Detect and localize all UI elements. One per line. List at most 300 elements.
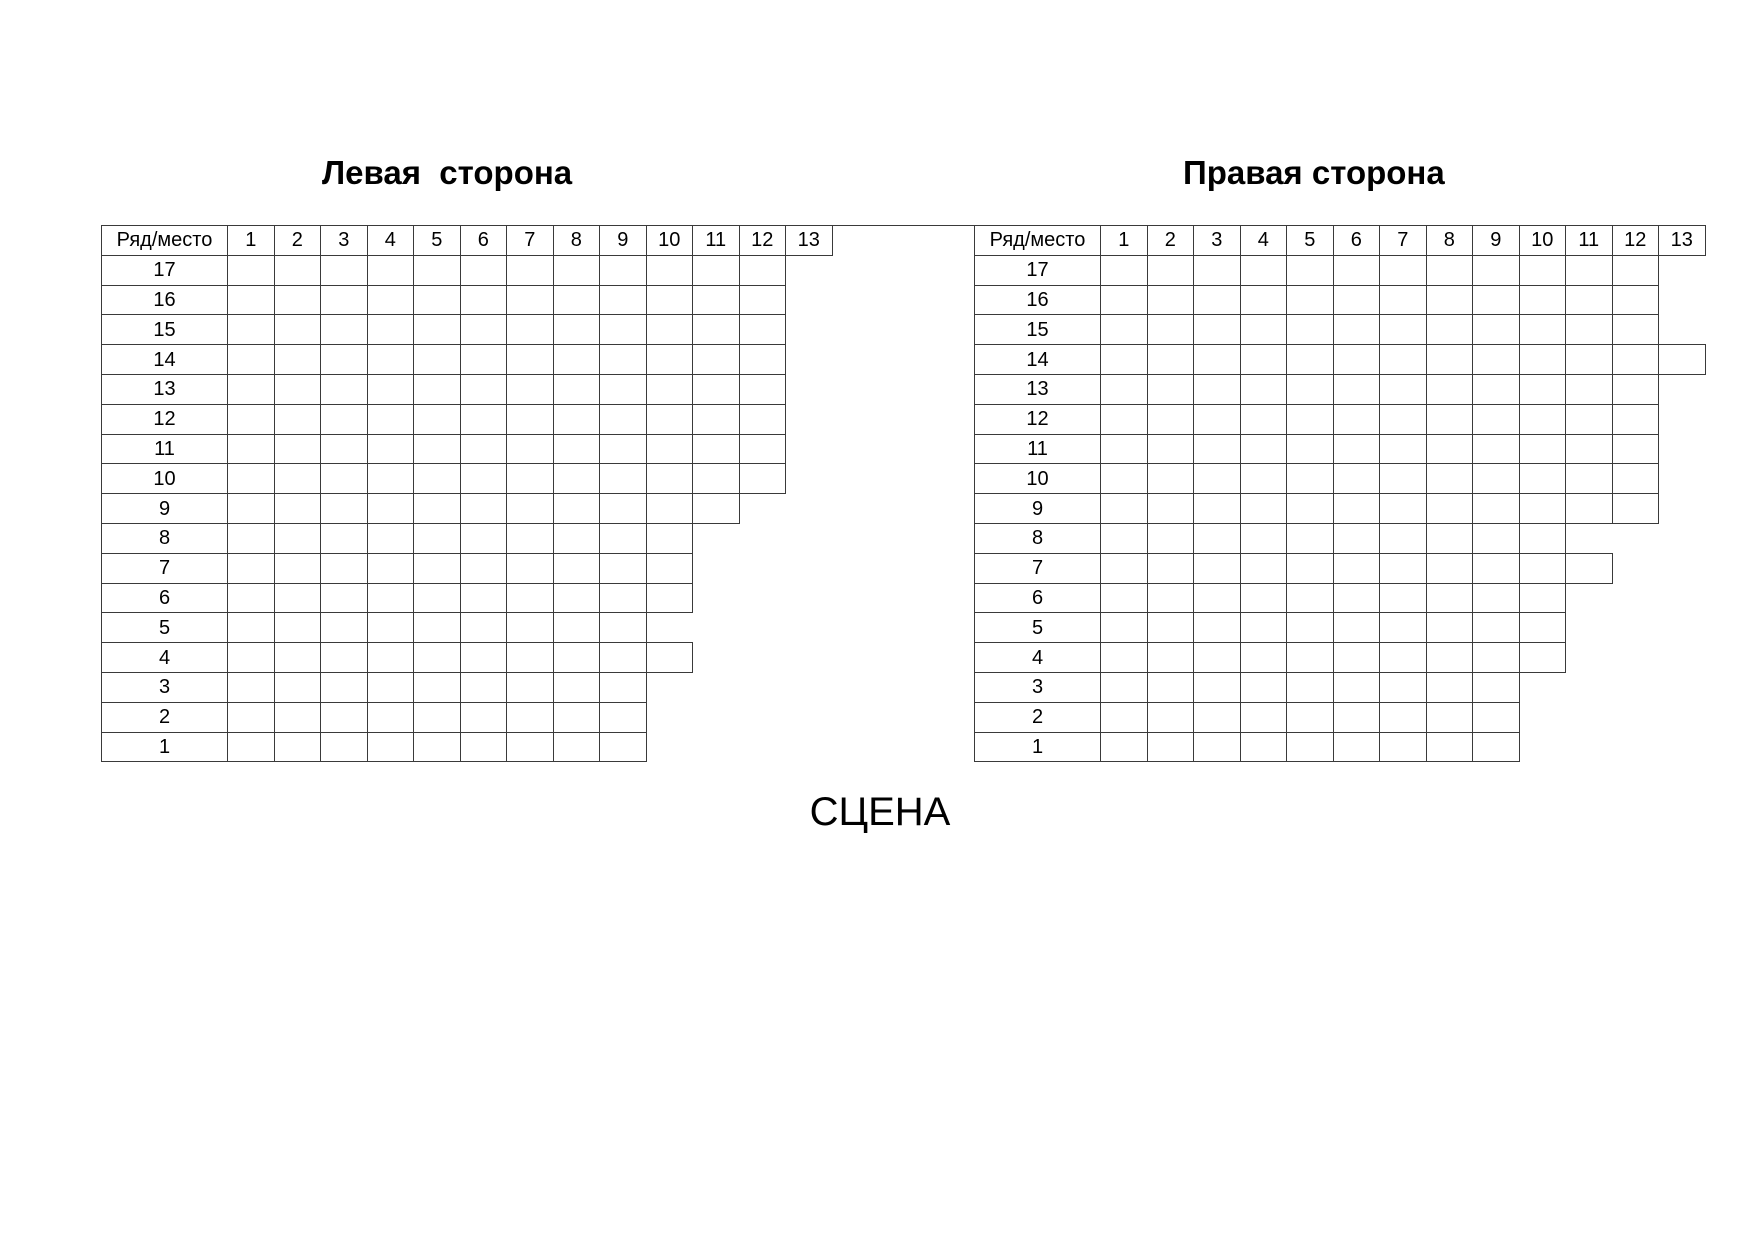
seat-cell[interactable] [1426, 672, 1474, 703]
seat-cell[interactable] [413, 732, 461, 763]
seat-cell[interactable] [227, 553, 275, 584]
seat-cell[interactable] [1333, 732, 1381, 763]
seat-cell[interactable] [1472, 612, 1520, 643]
seat-cell[interactable] [553, 285, 601, 316]
seat-cell[interactable] [320, 404, 368, 435]
seat-cell[interactable] [1472, 255, 1520, 286]
seat-cell[interactable] [1240, 434, 1288, 465]
seat-cell[interactable] [320, 434, 368, 465]
seat-cell[interactable] [320, 642, 368, 673]
seat-cell[interactable] [320, 523, 368, 554]
seat-cell[interactable] [1193, 612, 1241, 643]
seat-cell[interactable] [739, 344, 787, 375]
seat-cell[interactable] [1147, 255, 1195, 286]
seat-cell[interactable] [1379, 404, 1427, 435]
seat-cell[interactable] [1426, 344, 1474, 375]
seat-cell[interactable] [320, 374, 368, 405]
seat-cell[interactable] [1147, 434, 1195, 465]
seat-cell[interactable] [1472, 285, 1520, 316]
seat-cell[interactable] [1379, 523, 1427, 554]
seat-cell[interactable] [1333, 553, 1381, 584]
seat-cell[interactable] [599, 732, 647, 763]
seat-cell[interactable] [227, 344, 275, 375]
seat-cell[interactable] [599, 434, 647, 465]
seat-cell[interactable] [1519, 285, 1567, 316]
seat-cell[interactable] [227, 732, 275, 763]
seat-cell[interactable] [646, 285, 694, 316]
seat-cell[interactable] [646, 493, 694, 524]
seat-cell[interactable] [274, 583, 322, 614]
seat-cell[interactable] [1426, 374, 1474, 405]
seat-cell[interactable] [692, 374, 740, 405]
seat-cell[interactable] [1100, 583, 1148, 614]
seat-cell[interactable] [274, 285, 322, 316]
seat-cell[interactable] [227, 702, 275, 733]
seat-cell[interactable] [227, 255, 275, 286]
seat-cell[interactable] [1240, 285, 1288, 316]
seat-cell[interactable] [1100, 672, 1148, 703]
seat-cell[interactable] [413, 672, 461, 703]
seat-cell[interactable] [227, 642, 275, 673]
seat-cell[interactable] [1286, 583, 1334, 614]
seat-cell[interactable] [599, 314, 647, 345]
seat-cell[interactable] [506, 523, 554, 554]
seat-cell[interactable] [1472, 404, 1520, 435]
seat-cell[interactable] [1426, 404, 1474, 435]
seat-cell[interactable] [413, 255, 461, 286]
seat-cell[interactable] [1286, 285, 1334, 316]
seat-cell[interactable] [553, 553, 601, 584]
seat-cell[interactable] [506, 493, 554, 524]
seat-cell[interactable] [413, 404, 461, 435]
seat-cell[interactable] [646, 523, 694, 554]
seat-cell[interactable] [320, 255, 368, 286]
seat-cell[interactable] [1333, 702, 1381, 733]
seat-cell[interactable] [1379, 702, 1427, 733]
seat-cell[interactable] [1193, 434, 1241, 465]
seat-cell[interactable] [1472, 732, 1520, 763]
seat-cell[interactable] [1565, 344, 1613, 375]
seat-cell[interactable] [1240, 642, 1288, 673]
seat-cell[interactable] [274, 344, 322, 375]
seat-cell[interactable] [413, 523, 461, 554]
seat-cell[interactable] [1286, 732, 1334, 763]
seat-cell[interactable] [553, 463, 601, 494]
seat-cell[interactable] [553, 255, 601, 286]
seat-cell[interactable] [1519, 314, 1567, 345]
seat-cell[interactable] [320, 314, 368, 345]
seat-cell[interactable] [1240, 344, 1288, 375]
seat-cell[interactable] [1333, 493, 1381, 524]
seat-cell[interactable] [1426, 493, 1474, 524]
seat-cell[interactable] [1240, 583, 1288, 614]
seat-cell[interactable] [1426, 255, 1474, 286]
seat-cell[interactable] [1472, 642, 1520, 673]
seat-cell[interactable] [1519, 434, 1567, 465]
seat-cell[interactable] [739, 434, 787, 465]
seat-cell[interactable] [1193, 702, 1241, 733]
seat-cell[interactable] [1333, 344, 1381, 375]
seat-cell[interactable] [599, 255, 647, 286]
seat-cell[interactable] [320, 463, 368, 494]
seat-cell[interactable] [1240, 523, 1288, 554]
seat-cell[interactable] [506, 672, 554, 703]
seat-cell[interactable] [506, 702, 554, 733]
seat-cell[interactable] [367, 404, 415, 435]
seat-cell[interactable] [646, 314, 694, 345]
seat-cell[interactable] [460, 523, 508, 554]
seat-cell[interactable] [1519, 463, 1567, 494]
seat-cell[interactable] [1426, 642, 1474, 673]
seat-cell[interactable] [227, 672, 275, 703]
seat-cell[interactable] [367, 374, 415, 405]
seat-cell[interactable] [1147, 404, 1195, 435]
seat-cell[interactable] [1426, 583, 1474, 614]
seat-cell[interactable] [599, 553, 647, 584]
seat-cell[interactable] [1286, 344, 1334, 375]
seat-cell[interactable] [1240, 255, 1288, 286]
seat-cell[interactable] [1147, 374, 1195, 405]
seat-cell[interactable] [367, 583, 415, 614]
seat-cell[interactable] [506, 374, 554, 405]
seat-cell[interactable] [1333, 374, 1381, 405]
seat-cell[interactable] [413, 583, 461, 614]
seat-cell[interactable] [1472, 493, 1520, 524]
seat-cell[interactable] [1193, 463, 1241, 494]
seat-cell[interactable] [1519, 523, 1567, 554]
seat-cell[interactable] [413, 612, 461, 643]
seat-cell[interactable] [1100, 314, 1148, 345]
seat-cell[interactable] [1100, 374, 1148, 405]
seat-cell[interactable] [367, 642, 415, 673]
seat-cell[interactable] [460, 672, 508, 703]
seat-cell[interactable] [460, 434, 508, 465]
seat-cell[interactable] [1240, 672, 1288, 703]
seat-cell[interactable] [1379, 344, 1427, 375]
seat-cell[interactable] [274, 553, 322, 584]
seat-cell[interactable] [1519, 642, 1567, 673]
seat-cell[interactable] [1286, 523, 1334, 554]
seat-cell[interactable] [1379, 553, 1427, 584]
seat-cell[interactable] [553, 642, 601, 673]
seat-cell[interactable] [1612, 374, 1660, 405]
seat-cell[interactable] [1147, 285, 1195, 316]
seat-cell[interactable] [460, 314, 508, 345]
seat-cell[interactable] [227, 404, 275, 435]
seat-cell[interactable] [367, 493, 415, 524]
seat-cell[interactable] [1333, 255, 1381, 286]
seat-cell[interactable] [320, 583, 368, 614]
seat-cell[interactable] [1147, 493, 1195, 524]
seat-cell[interactable] [1240, 314, 1288, 345]
seat-cell[interactable] [506, 344, 554, 375]
seat-cell[interactable] [320, 553, 368, 584]
seat-cell[interactable] [367, 523, 415, 554]
seat-cell[interactable] [553, 493, 601, 524]
seat-cell[interactable] [413, 374, 461, 405]
seat-cell[interactable] [599, 374, 647, 405]
seat-cell[interactable] [1100, 285, 1148, 316]
seat-cell[interactable] [320, 612, 368, 643]
seat-cell[interactable] [320, 493, 368, 524]
seat-cell[interactable] [1147, 612, 1195, 643]
seat-cell[interactable] [460, 612, 508, 643]
seat-cell[interactable] [413, 344, 461, 375]
seat-cell[interactable] [1333, 583, 1381, 614]
seat-cell[interactable] [1565, 374, 1613, 405]
seat-cell[interactable] [1472, 463, 1520, 494]
seat-cell[interactable] [506, 434, 554, 465]
seat-cell[interactable] [1100, 404, 1148, 435]
seat-cell[interactable] [506, 404, 554, 435]
seat-cell[interactable] [1100, 553, 1148, 584]
seat-cell[interactable] [1519, 255, 1567, 286]
seat-cell[interactable] [413, 434, 461, 465]
seat-cell[interactable] [367, 434, 415, 465]
seat-cell[interactable] [1519, 612, 1567, 643]
seat-cell[interactable] [553, 374, 601, 405]
seat-cell[interactable] [553, 702, 601, 733]
seat-cell[interactable] [1286, 434, 1334, 465]
seat-cell[interactable] [460, 493, 508, 524]
seat-cell[interactable] [320, 672, 368, 703]
seat-cell[interactable] [1472, 523, 1520, 554]
seat-cell[interactable] [1379, 285, 1427, 316]
seat-cell[interactable] [506, 255, 554, 286]
seat-cell[interactable] [1193, 285, 1241, 316]
seat-cell[interactable] [367, 702, 415, 733]
seat-cell[interactable] [1147, 672, 1195, 703]
seat-cell[interactable] [367, 553, 415, 584]
seat-cell[interactable] [274, 434, 322, 465]
seat-cell[interactable] [1426, 612, 1474, 643]
seat-cell[interactable] [739, 463, 787, 494]
seat-cell[interactable] [692, 404, 740, 435]
seat-cell[interactable] [1426, 523, 1474, 554]
seat-cell[interactable] [413, 553, 461, 584]
seat-cell[interactable] [1612, 463, 1660, 494]
seat-cell[interactable] [1100, 612, 1148, 643]
seat-cell[interactable] [1426, 732, 1474, 763]
seat-cell[interactable] [274, 612, 322, 643]
seat-cell[interactable] [553, 612, 601, 643]
seat-cell[interactable] [227, 583, 275, 614]
seat-cell[interactable] [1658, 344, 1706, 375]
seat-cell[interactable] [1100, 732, 1148, 763]
seat-cell[interactable] [553, 434, 601, 465]
seat-cell[interactable] [506, 612, 554, 643]
seat-cell[interactable] [367, 344, 415, 375]
seat-cell[interactable] [460, 463, 508, 494]
seat-cell[interactable] [1147, 463, 1195, 494]
seat-cell[interactable] [599, 493, 647, 524]
seat-cell[interactable] [646, 463, 694, 494]
seat-cell[interactable] [1240, 553, 1288, 584]
seat-cell[interactable] [599, 523, 647, 554]
seat-cell[interactable] [1519, 553, 1567, 584]
seat-cell[interactable] [1565, 314, 1613, 345]
seat-cell[interactable] [1147, 553, 1195, 584]
seat-cell[interactable] [506, 732, 554, 763]
seat-cell[interactable] [413, 642, 461, 673]
seat-cell[interactable] [1286, 255, 1334, 286]
seat-cell[interactable] [1100, 642, 1148, 673]
seat-cell[interactable] [1333, 642, 1381, 673]
seat-cell[interactable] [1286, 404, 1334, 435]
seat-cell[interactable] [1100, 344, 1148, 375]
seat-cell[interactable] [1472, 374, 1520, 405]
seat-cell[interactable] [1612, 314, 1660, 345]
seat-cell[interactable] [274, 493, 322, 524]
seat-cell[interactable] [599, 672, 647, 703]
seat-cell[interactable] [692, 255, 740, 286]
seat-cell[interactable] [1286, 463, 1334, 494]
seat-cell[interactable] [1519, 583, 1567, 614]
seat-cell[interactable] [506, 285, 554, 316]
seat-cell[interactable] [599, 612, 647, 643]
seat-cell[interactable] [460, 732, 508, 763]
seat-cell[interactable] [274, 404, 322, 435]
seat-cell[interactable] [1565, 404, 1613, 435]
seat-cell[interactable] [1379, 493, 1427, 524]
seat-cell[interactable] [1100, 463, 1148, 494]
seat-cell[interactable] [227, 493, 275, 524]
seat-cell[interactable] [1379, 434, 1427, 465]
seat-cell[interactable] [460, 642, 508, 673]
seat-cell[interactable] [1333, 523, 1381, 554]
seat-cell[interactable] [506, 463, 554, 494]
seat-cell[interactable] [320, 732, 368, 763]
seat-cell[interactable] [646, 583, 694, 614]
seat-cell[interactable] [1286, 493, 1334, 524]
seat-cell[interactable] [274, 702, 322, 733]
seat-cell[interactable] [413, 493, 461, 524]
seat-cell[interactable] [1147, 702, 1195, 733]
seat-cell[interactable] [413, 285, 461, 316]
seat-cell[interactable] [692, 314, 740, 345]
seat-cell[interactable] [1193, 374, 1241, 405]
seat-cell[interactable] [1147, 523, 1195, 554]
seat-cell[interactable] [274, 642, 322, 673]
seat-cell[interactable] [1193, 523, 1241, 554]
seat-cell[interactable] [460, 404, 508, 435]
seat-cell[interactable] [1565, 493, 1613, 524]
seat-cell[interactable] [227, 434, 275, 465]
seat-cell[interactable] [1333, 672, 1381, 703]
seat-cell[interactable] [1240, 374, 1288, 405]
seat-cell[interactable] [506, 553, 554, 584]
seat-cell[interactable] [553, 314, 601, 345]
seat-cell[interactable] [599, 702, 647, 733]
seat-cell[interactable] [1519, 374, 1567, 405]
seat-cell[interactable] [1286, 672, 1334, 703]
seat-cell[interactable] [274, 255, 322, 286]
seat-cell[interactable] [460, 285, 508, 316]
seat-cell[interactable] [1193, 493, 1241, 524]
seat-cell[interactable] [227, 374, 275, 405]
seat-cell[interactable] [1426, 553, 1474, 584]
seat-cell[interactable] [1472, 583, 1520, 614]
seat-cell[interactable] [506, 314, 554, 345]
seat-cell[interactable] [692, 463, 740, 494]
seat-cell[interactable] [646, 642, 694, 673]
seat-cell[interactable] [599, 583, 647, 614]
seat-cell[interactable] [1612, 434, 1660, 465]
seat-cell[interactable] [506, 583, 554, 614]
seat-cell[interactable] [1565, 434, 1613, 465]
seat-cell[interactable] [1240, 612, 1288, 643]
seat-cell[interactable] [1379, 255, 1427, 286]
seat-cell[interactable] [1612, 255, 1660, 286]
seat-cell[interactable] [227, 523, 275, 554]
seat-cell[interactable] [1240, 404, 1288, 435]
seat-cell[interactable] [1333, 434, 1381, 465]
seat-cell[interactable] [599, 404, 647, 435]
seat-cell[interactable] [1100, 255, 1148, 286]
seat-cell[interactable] [413, 463, 461, 494]
seat-cell[interactable] [227, 285, 275, 316]
seat-cell[interactable] [646, 344, 694, 375]
seat-cell[interactable] [367, 732, 415, 763]
seat-cell[interactable] [320, 344, 368, 375]
seat-cell[interactable] [1519, 344, 1567, 375]
seat-cell[interactable] [1193, 404, 1241, 435]
seat-cell[interactable] [553, 672, 601, 703]
seat-cell[interactable] [1426, 285, 1474, 316]
seat-cell[interactable] [1472, 553, 1520, 584]
seat-cell[interactable] [599, 463, 647, 494]
seat-cell[interactable] [1472, 702, 1520, 733]
seat-cell[interactable] [1519, 404, 1567, 435]
seat-cell[interactable] [1333, 463, 1381, 494]
seat-cell[interactable] [1426, 314, 1474, 345]
seat-cell[interactable] [1286, 642, 1334, 673]
seat-cell[interactable] [1379, 732, 1427, 763]
seat-cell[interactable] [646, 404, 694, 435]
seat-cell[interactable] [1240, 702, 1288, 733]
seat-cell[interactable] [274, 523, 322, 554]
seat-cell[interactable] [1147, 314, 1195, 345]
seat-cell[interactable] [1379, 672, 1427, 703]
seat-cell[interactable] [553, 404, 601, 435]
seat-cell[interactable] [367, 255, 415, 286]
seat-cell[interactable] [553, 583, 601, 614]
seat-cell[interactable] [1193, 553, 1241, 584]
seat-cell[interactable] [1379, 463, 1427, 494]
seat-cell[interactable] [739, 314, 787, 345]
seat-cell[interactable] [1379, 642, 1427, 673]
seat-cell[interactable] [227, 463, 275, 494]
seat-cell[interactable] [1565, 553, 1613, 584]
seat-cell[interactable] [460, 583, 508, 614]
seat-cell[interactable] [1193, 314, 1241, 345]
seat-cell[interactable] [1612, 493, 1660, 524]
seat-cell[interactable] [1147, 732, 1195, 763]
seat-cell[interactable] [274, 463, 322, 494]
seat-cell[interactable] [1286, 612, 1334, 643]
seat-cell[interactable] [1472, 672, 1520, 703]
seat-cell[interactable] [1147, 642, 1195, 673]
seat-cell[interactable] [1286, 553, 1334, 584]
seat-cell[interactable] [1333, 612, 1381, 643]
seat-cell[interactable] [367, 314, 415, 345]
seat-cell[interactable] [646, 374, 694, 405]
seat-cell[interactable] [646, 255, 694, 286]
seat-cell[interactable] [1193, 344, 1241, 375]
seat-cell[interactable] [367, 463, 415, 494]
seat-cell[interactable] [274, 732, 322, 763]
seat-cell[interactable] [413, 314, 461, 345]
